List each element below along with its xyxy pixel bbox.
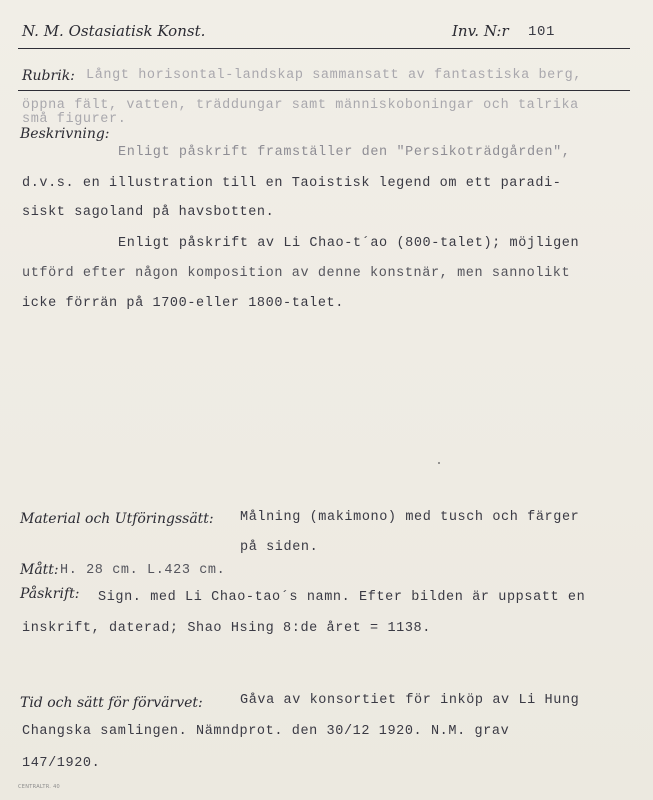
museum-title: N. M. Ostasiatisk Konst. <box>22 22 206 40</box>
paskrift-label: Påskrift: <box>20 586 80 602</box>
forvarvet-label: Tid och sätt för förvärvet: <box>20 695 203 711</box>
forvarvet-line-1: Gåva av konsortiet för inköp av Li Hung <box>240 693 580 708</box>
paskrift-line-1: Sign. med Li Chao-tao´s namn. Efter bilden är uppsatt en <box>98 590 586 605</box>
beskrivning-line-4: Enligt påskrift av Li Chao-t´ao (800-talet); möjligen <box>118 236 580 251</box>
inventory-number: 101 <box>528 24 556 40</box>
rubrik-line-2: öppna fält, vatten, träddungar samt människoboningar och talrika <box>22 98 579 113</box>
forvarvet-line-3: 147/1920. <box>22 756 101 771</box>
forvarvet-line-2: Changska samlingen. Nämndprot. den 30/12 1920. N.M. grav <box>22 724 510 739</box>
header-rule <box>18 48 630 49</box>
beskrivning-line-5: utförd efter någon komposition av denne konstnär, men sannolikt <box>22 266 571 281</box>
beskrivning-line-3: siskt sagoland på havsbotten. <box>22 205 275 220</box>
rubrik-line-1: Långt horisontal-landskap sammansatt av fantastiska berg, <box>86 68 582 83</box>
rubrik-label: Rubrik: <box>22 68 75 84</box>
rubrik-line-3: små figurer. <box>22 112 127 127</box>
rubrik-rule <box>18 90 630 91</box>
beskrivning-line-2: d.v.s. en illustration till en Taoistisk legend om ett paradi- <box>22 176 562 191</box>
material-line-1: Målning (makimono) med tusch och färger <box>240 510 580 525</box>
material-line-2: på siden. <box>240 540 319 555</box>
inventory-label: Inv. N:r <box>452 22 509 40</box>
beskrivning-line-1: Enligt påskrift framställer den "Persikoträdgården", <box>118 145 571 160</box>
matt-label: Mått: <box>20 562 59 578</box>
matt-value: H. 28 cm. L.423 cm. <box>60 563 226 578</box>
printer-mark: CENTRALTR. 40 <box>18 784 61 790</box>
stray-mark <box>438 462 440 464</box>
paskrift-line-2: inskrift, daterad; Shao Hsing 8:de året = 1138. <box>22 621 431 636</box>
material-label: Material och Utföringssätt: <box>20 511 214 527</box>
beskrivning-line-6: icke förrän på 1700-eller 1800-talet. <box>22 296 344 311</box>
beskrivning-label: Beskrivning: <box>20 126 110 142</box>
